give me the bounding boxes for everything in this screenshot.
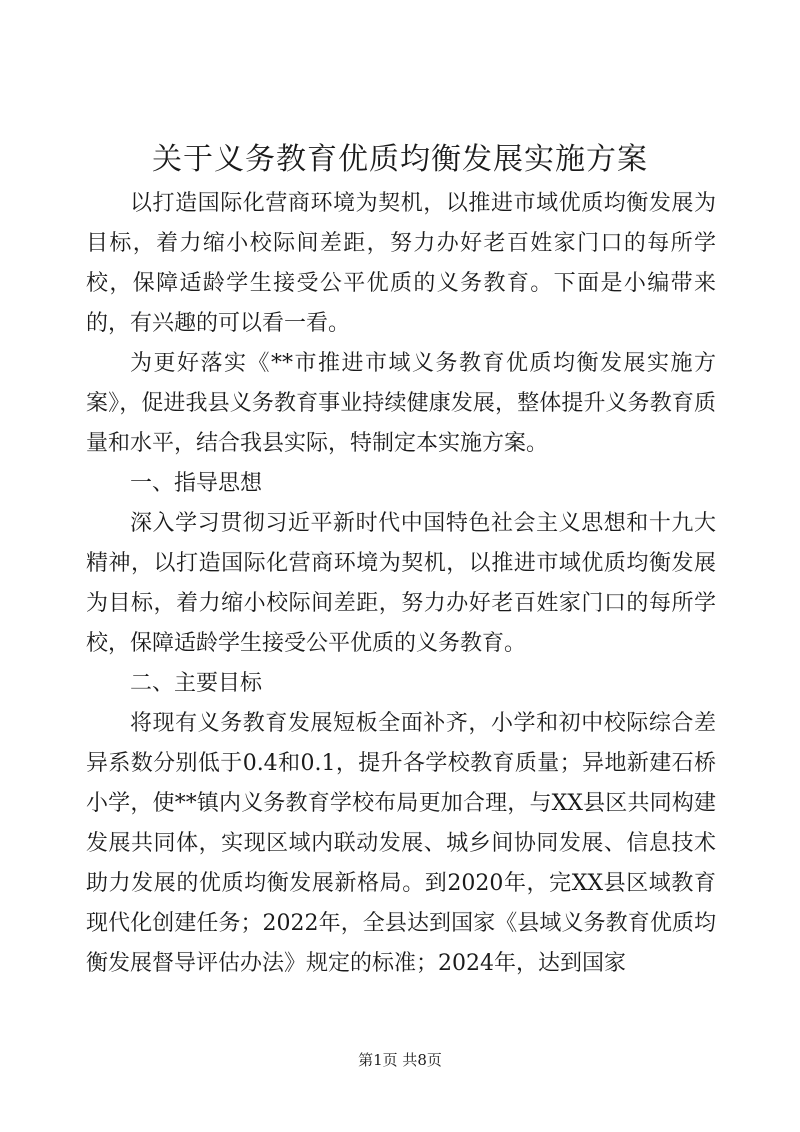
- paragraph-intro: 以打造国际化营商环境为契机，以推进市域优质均衡发展为目标，着力缩小校际间差距，努力办好老百姓家门口的每所学校，保障适龄学生接受公平优质的义务教育。下面是小编带来的，有兴趣的可以看一看。: [86, 191, 716, 336]
- section-heading-main-goals: 二、主要目标: [130, 671, 263, 696]
- paragraph-purpose: 为更好落实《**市推进市域义务教育优质均衡发展实施方案》，促进我县义务教育事业持续健康发展，整体提升义务教育质量和水平，结合我县实际，特制定本实施方案。: [86, 351, 716, 456]
- document-body: [86, 184, 716, 984]
- paragraph-main-goals: 将现有义务教育发展短板全面补齐，小学和初中校际综合差异系数分别低于0.4和0.1，提升各学校教育质量；异地新建石桥小学，使**镇内义务教育学校布局更加合理，与XX县区共同构建发展共同体，实现区域内联动发展、城乡间协同发展、信息技术助力发展的优质均衡发展新格局。到2020年，完XX县区域教育现代化创建任务；2022年，全县达到国家《县域义务教育优质均衡发展督导评估办法》规定的标准；2024年，达到国家: [86, 711, 716, 976]
- section-heading-guiding-thought: 一、指导思想: [130, 471, 263, 496]
- page-footer: 第1页 共8页: [358, 1051, 442, 1069]
- paragraph-guiding-thought: 深入学习贯彻习近平新时代中国特色社会主义思想和十九大精神，以打造国际化营商环境为契机，以推进市域优质均衡发展为目标，着力缩小校际间差距，努力办好老百姓家门口的每所学校，保障适龄学生接受公平优质的义务教育。: [86, 511, 716, 656]
- document-title: 关于义务教育优质均衡发展实施方案: [152, 142, 648, 177]
